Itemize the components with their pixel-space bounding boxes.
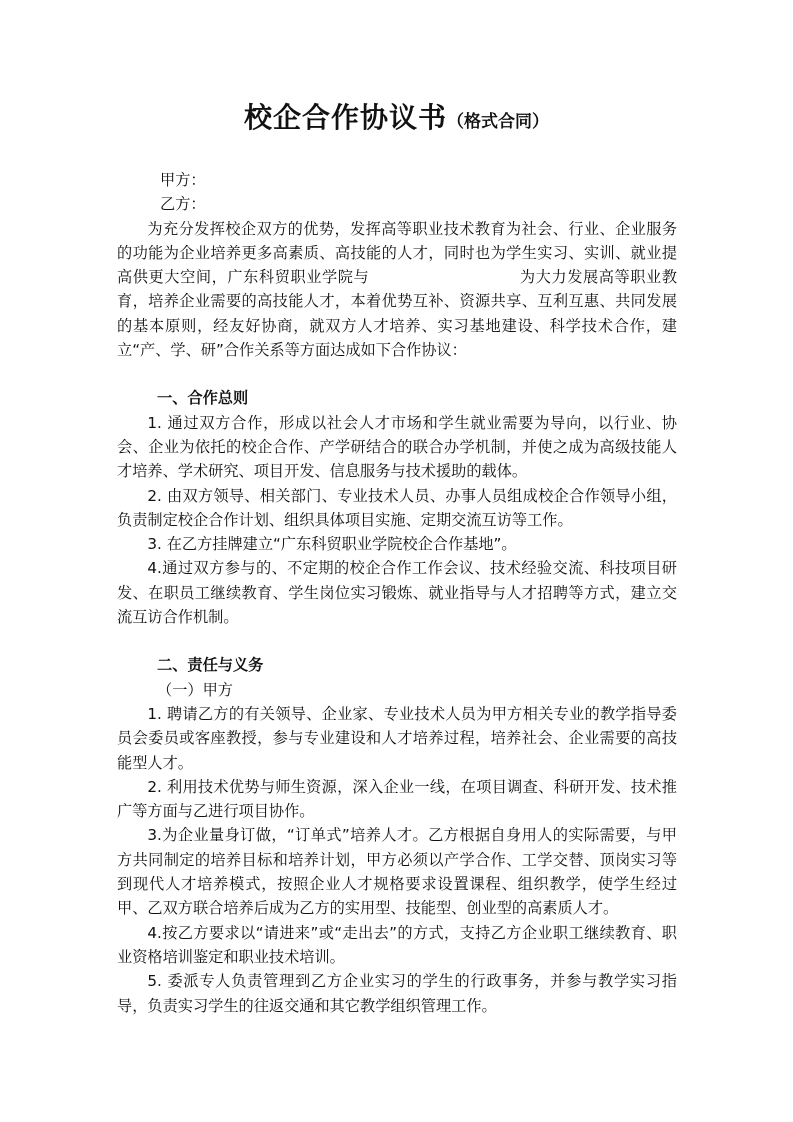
section2-item-1: 1. 聘请乙方的有关领导、企业家、专业技术人员为甲方相关专业的教学指导委员会委员或客座教授，参与专业建设和人才培养过程，培养社会、企业需要的高技能型人才。 (117, 704, 677, 772)
document-title (0, 96, 793, 136)
document-body (117, 168, 677, 1018)
section2-heading: 二、责任与义务 (157, 656, 264, 675)
title-sub: （格式合同） (447, 112, 549, 132)
section1-item-3: 3. 在乙方挂牌建立“广东科贸职业学院校企合作基地”。 (147, 535, 517, 554)
intro-text-2: 为大力发展高等职业教育，培养企业需要的高技能人才，本着优势互补、资源共享、互利互惠、共同发展的基本原则，经友好协商，就双方人才培养、实习基地建设、科学技术合作，建立“产、学、研”合作关系等方面达成如下合作协议： (117, 268, 678, 360)
section1-item-2: 2. 由双方领导、相关部门、专业技术人员、办事人员组成校企合作领导小组，负责制定校企合作计划、组织具体项目实施、定期交流互访等工作。 (117, 486, 677, 529)
section1-item-1: 1. 通过双方合作，形成以社会人才市场和学生就业需要为导向，以行业、协会、企业为依托的校企合作、产学研结合的联合办学机制，并使之成为高级技能人才培养、学术研究、项目开发、信息服务与技术援助的载体。 (117, 413, 677, 481)
spacer (117, 362, 677, 386)
title-main: 校企合作协议书 (243, 101, 447, 134)
section2-item-5: 5. 委派专人负责管理到乙方企业实习的学生的行政事务，并参与教学实习指导，负责实习学生的往返交通和其它教学组织管理工作。 (117, 972, 677, 1015)
spacer (117, 629, 677, 653)
section1-item-4: 4.通过双方参与的、不定期的校企合作工作会议、技术经验交流、科技项目研发、在职员工继续教育、学生岗位实习锻炼、就业指导与人才招聘等方式，建立交流互访合作机制。 (117, 559, 677, 627)
intro-paragraph (117, 217, 677, 363)
section2-item-3: 3.为企业量身订做，“订单式”培养人才。乙方根据自身用人的实际需要，与甲方共同制定的培养目标和培养计划，甲方必须以产学合作、工学交替、顶岗实习等到现代人才培养模式，按照企业人才规格要求设置课程、组织教学，使学生经过甲、乙双方联合培养后成为乙方的实用型、技能型、创业型的高素质人才。 (117, 826, 677, 918)
intro-text-1: 为充分发挥校企双方的优势，发挥高等职业技术教育为社会、行业、企业服务的功能为企业培养更多高素质、高技能的人才，同时也为学生实习、实训、就业提高供更大空间，广东科贸职业学院与 (117, 219, 677, 287)
section2-item-4: 4.按乙方要求以“请进来”或“走出去”的方式，支持乙方企业职工继续教育、职业资格培训鉴定和职业技术培训。 (117, 923, 677, 966)
party-b-line: 乙方： (160, 195, 206, 214)
section2-subheading: （一）甲方 (157, 680, 233, 699)
section1-heading: 一、合作总则 (157, 389, 249, 408)
party-a-line: 甲方： (160, 171, 206, 189)
section2-item-2: 2. 利用技术优势与师生资源，深入企业一线，在项目调查、科研开发、技术推广等方面与乙进行项目协作。 (117, 777, 677, 821)
